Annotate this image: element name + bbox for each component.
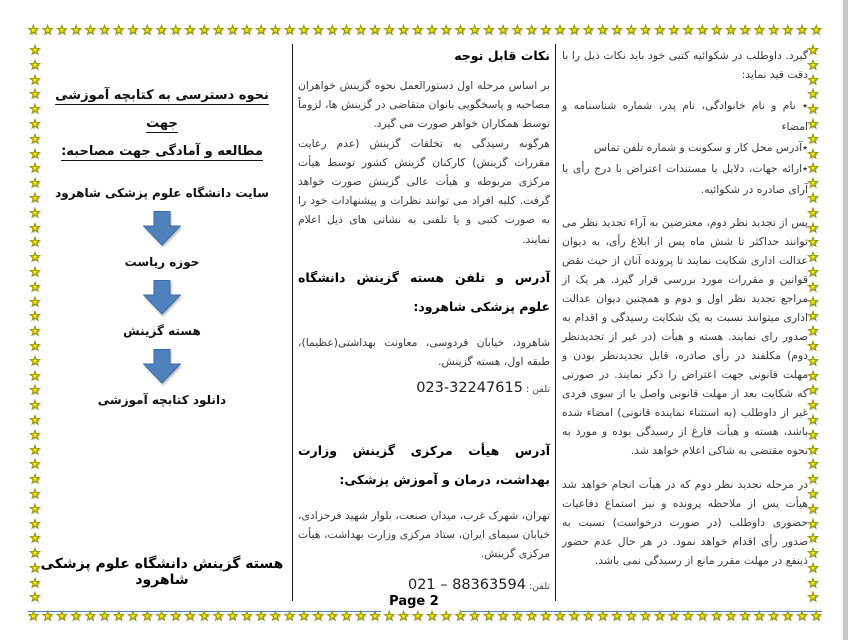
list-item: ٭ نام و نام خانوادگی، نام پدر، شماره شناسنامه و امضاء — [562, 99, 808, 134]
star-icon: ★ — [28, 23, 39, 37]
star-icon: ★ — [29, 235, 41, 250]
star-icon: ★ — [807, 87, 819, 102]
star-icon: ★ — [668, 609, 680, 623]
star-icon: ★ — [483, 609, 495, 623]
star-icon: ★ — [56, 23, 68, 37]
star-icon: ★ — [326, 609, 338, 623]
star-icon: ★ — [312, 23, 324, 37]
star-icon: ★ — [29, 131, 41, 146]
star-icon: ★ — [807, 279, 819, 294]
star-icon: ★ — [455, 23, 466, 37]
flow-step-presidency: حوزه ریاست — [124, 254, 200, 269]
star-icon: ★ — [298, 23, 310, 37]
star-icon: ★ — [469, 609, 481, 623]
star-icon: ★ — [697, 609, 708, 623]
star-icon: ★ — [739, 609, 751, 623]
star-icon: ★ — [807, 457, 819, 472]
star-icon: ★ — [141, 23, 153, 37]
star-icon: ★ — [807, 72, 819, 87]
star-icon: ★ — [526, 23, 537, 37]
star-icon: ★ — [469, 23, 481, 37]
star-icon: ★ — [807, 516, 819, 531]
star-icon: ★ — [807, 398, 819, 413]
star-icon: ★ — [113, 609, 125, 623]
star-icon: ★ — [29, 457, 41, 472]
complaint-rules-column — [562, 46, 808, 570]
star-icon: ★ — [807, 161, 819, 176]
star-icon: ★ — [807, 264, 819, 279]
star-icon: ★ — [341, 609, 352, 623]
star-icon: ★ — [807, 546, 819, 561]
address1-text: شاهرود، خیابان فردوسی، معاونت بهداشتی(عظیما)، طبقه اول، هسته گزینش. — [298, 335, 550, 368]
star-icon: ★ — [807, 486, 819, 501]
star-icon: ★ — [807, 560, 819, 575]
star-icon: ★ — [213, 23, 224, 37]
star-icon: ★ — [29, 368, 41, 383]
star-border-left — [28, 44, 42, 604]
star-icon: ★ — [29, 501, 41, 516]
notes-paragraph: هرگونه رسیدگی به تخلفات گزینش (عدم رعایت مقررات گزینش) کارکنان گزینش کشور توسط هیأت مرکزی مربوطه و هیأت عالی گزینش صورت خواهد گرفت. کلیه افراد می توانند نظرات و پیشنهادات خود را به صورت کتبی و یا تلفنی به نشانی های ذیل اعلام نمایند. — [298, 136, 550, 246]
phone-label: تلفن: — [528, 581, 550, 593]
star-icon: ★ — [141, 609, 153, 623]
star-icon: ★ — [807, 131, 819, 146]
star-icon: ★ — [156, 609, 167, 623]
star-icon: ★ — [29, 205, 41, 220]
list-item: ٭ارائه جهات، دلایل یا مستندات اعتراض با درج رأی یا آرای صادره در شکوائیه. — [562, 162, 808, 197]
star-icon: ★ — [654, 23, 666, 37]
star-icon: ★ — [369, 23, 381, 37]
star-icon: ★ — [440, 609, 452, 623]
column-divider-left — [292, 44, 293, 601]
star-icon: ★ — [497, 23, 509, 37]
star-icon: ★ — [29, 486, 41, 501]
star-icon: ★ — [70, 609, 82, 623]
star-icon: ★ — [29, 472, 41, 487]
star-icon: ★ — [70, 23, 82, 37]
star-icon: ★ — [807, 501, 819, 516]
star-icon: ★ — [807, 235, 819, 250]
star-icon: ★ — [56, 609, 68, 623]
star-icon: ★ — [341, 23, 352, 37]
star-icon: ★ — [625, 609, 637, 623]
star-icon: ★ — [807, 590, 819, 605]
star-icon: ★ — [540, 23, 552, 37]
star-icon: ★ — [255, 23, 267, 37]
star-icon: ★ — [29, 146, 41, 161]
organization-title: هسته گزینش دانشگاه علوم پزشکی شاهرود — [40, 556, 284, 588]
star-icon: ★ — [807, 205, 819, 220]
star-icon: ★ — [269, 23, 281, 37]
star-icon: ★ — [807, 412, 819, 427]
star-icon: ★ — [29, 43, 41, 57]
star-icon: ★ — [29, 72, 41, 87]
star-icon: ★ — [184, 23, 196, 37]
complaint-intro: گیرد. داوطلب در شکوائیه کتبی خود باید نکات ذیل را با دقت قید نماید: — [562, 49, 808, 81]
address1-heading: آدرس و تلفن هسته گزینش دانشگاه علوم پزشکی شاهرود: — [298, 269, 550, 315]
star-icon: ★ — [568, 23, 580, 37]
star-icon: ★ — [807, 220, 819, 235]
star-icon: ★ — [312, 609, 324, 623]
star-icon: ★ — [725, 609, 737, 623]
star-icon: ★ — [807, 146, 819, 161]
star-icon: ★ — [398, 23, 409, 37]
star-icon: ★ — [227, 609, 239, 623]
star-icon: ★ — [782, 23, 794, 37]
star-icon: ★ — [29, 412, 41, 427]
star-icon: ★ — [540, 609, 552, 623]
star-icon: ★ — [29, 176, 41, 191]
star-icon: ★ — [711, 23, 723, 37]
star-icon: ★ — [170, 609, 182, 623]
star-icon: ★ — [807, 383, 819, 398]
star-icon: ★ — [640, 609, 651, 623]
star-icon: ★ — [198, 609, 210, 623]
address2-phone-row — [298, 577, 550, 593]
star-icon: ★ — [440, 23, 452, 37]
star-icon: ★ — [739, 23, 751, 37]
address2-heading: آدرس هیأت مرکزی گزینش وزارت بهداشت، درمان و آموزش پزشکی: — [298, 442, 550, 488]
star-icon: ★ — [383, 23, 395, 37]
star-icon: ★ — [511, 23, 523, 37]
star-icon: ★ — [29, 309, 41, 324]
star-icon: ★ — [807, 531, 819, 546]
phone-number: 021 – 88363594 — [407, 577, 526, 594]
star-icon: ★ — [668, 23, 680, 37]
star-icon: ★ — [725, 23, 737, 37]
page-number: Page 2 — [389, 594, 439, 609]
star-icon: ★ — [807, 427, 819, 442]
star-border-top — [28, 24, 822, 36]
star-icon: ★ — [29, 161, 41, 176]
star-icon: ★ — [807, 116, 819, 131]
phone-number: 023-32247615 — [416, 379, 523, 396]
star-border-right — [806, 44, 820, 604]
star-icon: ★ — [597, 609, 609, 623]
star-icon: ★ — [810, 23, 822, 37]
star-icon: ★ — [29, 324, 41, 339]
star-icon: ★ — [807, 324, 819, 339]
flow-step-download-booklet: دانلود کتابچه آموزشی — [97, 392, 227, 407]
star-icon: ★ — [597, 23, 609, 37]
star-icon: ★ — [29, 87, 41, 102]
star-icon: ★ — [807, 575, 819, 590]
star-icon: ★ — [807, 190, 819, 205]
star-icon: ★ — [28, 609, 39, 623]
star-icon: ★ — [807, 102, 819, 117]
flow-step-selection-core: هسته گزینش — [123, 323, 201, 338]
star-icon: ★ — [29, 279, 41, 294]
star-icon: ★ — [625, 23, 637, 37]
star-icon: ★ — [807, 57, 819, 72]
star-icon: ★ — [29, 442, 41, 457]
star-icon: ★ — [682, 23, 694, 37]
down-arrow-icon — [143, 349, 181, 384]
star-icon: ★ — [298, 609, 310, 623]
star-icon: ★ — [241, 609, 253, 623]
star-icon: ★ — [29, 590, 41, 605]
star-icon: ★ — [807, 442, 819, 457]
star-icon: ★ — [99, 23, 110, 37]
address1-phone-row — [298, 380, 550, 396]
star-icon: ★ — [583, 23, 594, 37]
star-icon: ★ — [807, 43, 819, 57]
star-icon: ★ — [526, 609, 537, 623]
star-icon: ★ — [127, 23, 139, 37]
star-icon: ★ — [412, 609, 424, 623]
star-icon: ★ — [796, 609, 808, 623]
star-icon: ★ — [184, 609, 196, 623]
star-icon: ★ — [753, 23, 765, 37]
star-icon: ★ — [29, 102, 41, 117]
star-icon: ★ — [810, 609, 822, 623]
star-icon: ★ — [554, 23, 566, 37]
star-icon: ★ — [29, 353, 41, 368]
down-arrow-icon — [143, 211, 181, 246]
star-icon: ★ — [29, 560, 41, 575]
star-icon: ★ — [711, 609, 723, 623]
star-icon: ★ — [611, 23, 623, 37]
star-icon: ★ — [42, 23, 53, 37]
star-icon: ★ — [796, 23, 808, 37]
star-icon: ★ — [29, 250, 41, 265]
star-icon: ★ — [241, 23, 253, 37]
star-border-bottom — [28, 610, 822, 622]
star-icon: ★ — [170, 23, 182, 37]
star-icon: ★ — [84, 609, 96, 623]
star-icon: ★ — [682, 609, 694, 623]
star-icon: ★ — [583, 609, 594, 623]
star-icon: ★ — [355, 609, 367, 623]
star-icon: ★ — [483, 23, 495, 37]
star-icon: ★ — [768, 609, 779, 623]
star-icon: ★ — [412, 23, 424, 37]
access-heading-line2: مطالعه و آمادگی جهت مصاحبه: — [61, 143, 263, 159]
notes-heading: نکات قابل توجه — [454, 48, 550, 63]
flow-step-website: سایت دانشگاه علوم پزشکی شاهرود — [55, 185, 269, 200]
star-icon: ★ — [29, 398, 41, 413]
star-icon: ★ — [383, 609, 395, 623]
star-icon: ★ — [455, 609, 466, 623]
star-icon: ★ — [554, 609, 566, 623]
star-icon: ★ — [355, 23, 367, 37]
star-icon: ★ — [398, 609, 409, 623]
star-icon: ★ — [807, 250, 819, 265]
star-icon: ★ — [99, 609, 110, 623]
access-heading-line1: نحوه دسترسی به کتابچه آموزشی جهت — [55, 88, 269, 131]
star-icon: ★ — [807, 368, 819, 383]
star-icon: ★ — [84, 23, 96, 37]
star-icon: ★ — [326, 23, 338, 37]
down-arrow-icon — [143, 280, 181, 315]
star-icon: ★ — [29, 383, 41, 398]
star-icon: ★ — [807, 176, 819, 191]
star-icon: ★ — [426, 23, 438, 37]
star-icon: ★ — [426, 609, 438, 623]
column-divider-right — [555, 44, 556, 601]
star-icon: ★ — [611, 609, 623, 623]
star-icon: ★ — [156, 23, 167, 37]
star-icon: ★ — [42, 609, 53, 623]
star-icon: ★ — [369, 609, 381, 623]
star-icon: ★ — [511, 609, 523, 623]
star-icon: ★ — [807, 294, 819, 309]
star-icon: ★ — [654, 609, 666, 623]
star-icon: ★ — [753, 609, 765, 623]
star-icon: ★ — [29, 220, 41, 235]
star-icon: ★ — [807, 472, 819, 487]
page-edge-strip — [843, 0, 848, 640]
list-item: ٭آدرس محل کار و سکونت و شماره تلفن تماس — [593, 141, 808, 155]
appeal-paragraph: پس از تجدید نظر دوم، معترضین به آراء تجدید نظر می توانند حداکثر تا شش ماه پس از ابلاغ رأی، به دیوان عدالت اداری شکایت نمایند تا پرونده آنان از حیث نقض قوانین و مقررات مورد بررسی قرار گیرد. هر یک از مراجع تجدید نظر اول و دوم و همچنین دیوان عدالت اداری میتوانند نسبت به یک شکایت رسیدگی و اقدام به صدور رای نمایند. هسته و هیأت (در غیر از تجدیدنظر دوم) مکلفند در رأی صادره، قابل تجدیدنظر بودن و مهلت قانونی جهت اعتراض را ذکر نمایند. در صورتی که شکایت بعد از مهلت قانونی واصل یا از سوی فردی غیر از داوطلب (به استثناء نماینده قانونی) امضاء شده باشد، هسته و هیأت فارغ از رسیدگی بوده و مورد به نحوه مقتضی به شاکی اعلام خواهد شد. — [562, 216, 808, 458]
star-icon: ★ — [29, 546, 41, 561]
star-icon: ★ — [227, 23, 239, 37]
star-icon: ★ — [29, 294, 41, 309]
star-icon: ★ — [29, 116, 41, 131]
star-icon: ★ — [782, 609, 794, 623]
star-icon: ★ — [29, 190, 41, 205]
star-icon: ★ — [29, 575, 41, 590]
star-icon: ★ — [568, 609, 580, 623]
star-icon: ★ — [29, 516, 41, 531]
star-icon: ★ — [29, 338, 41, 353]
second-review-paragraph: در مرحله تجدید نظر دوم که در هیأت انجام خواهد شد هیأت پس از ملاحظه پرونده و نیز استماع دفاعیات حضوری داوطلب (در صورت درخواست) نسبت به صدور رأی اقدام خواهد نمود. در هر حال عدم حضور ذینفع در مهلت مقرر مانع از رسیدگی نمی باشد. — [562, 478, 808, 568]
star-icon: ★ — [697, 23, 708, 37]
star-icon: ★ — [284, 609, 295, 623]
star-icon: ★ — [113, 23, 125, 37]
star-icon: ★ — [807, 353, 819, 368]
star-icon: ★ — [269, 609, 281, 623]
access-guide-column — [40, 82, 284, 407]
notes-column — [298, 48, 550, 593]
star-icon: ★ — [807, 338, 819, 353]
phone-label: تلفن : — [525, 383, 550, 395]
star-icon: ★ — [807, 309, 819, 324]
complaint-requirements-list — [562, 95, 808, 200]
star-icon: ★ — [768, 23, 779, 37]
star-icon: ★ — [29, 531, 41, 546]
star-icon: ★ — [198, 23, 210, 37]
star-icon: ★ — [497, 609, 509, 623]
star-icon: ★ — [213, 609, 224, 623]
star-icon: ★ — [284, 23, 295, 37]
notes-paragraph: بر اساس مرحله اول دستورالعمل نحوه گزینش خواهران مصاحبه و پاسخگویی بانوان متقاضی در گزینش ها، لزوماً توسط همکاران خواهر صورت می گیرد. — [298, 79, 550, 131]
star-icon: ★ — [29, 427, 41, 442]
star-icon: ★ — [29, 264, 41, 279]
star-icon: ★ — [640, 23, 651, 37]
star-icon: ★ — [29, 57, 41, 72]
address2-text: تهران، شهرک غرب، میدان صنعت، بلوار شهید فرحزادی، خیابان سیمای ایران، ستاد مرکزی وزارت بهداشت، هیأت مرکزی گزینش. — [298, 508, 550, 561]
star-icon: ★ — [127, 609, 139, 623]
star-icon: ★ — [255, 609, 267, 623]
